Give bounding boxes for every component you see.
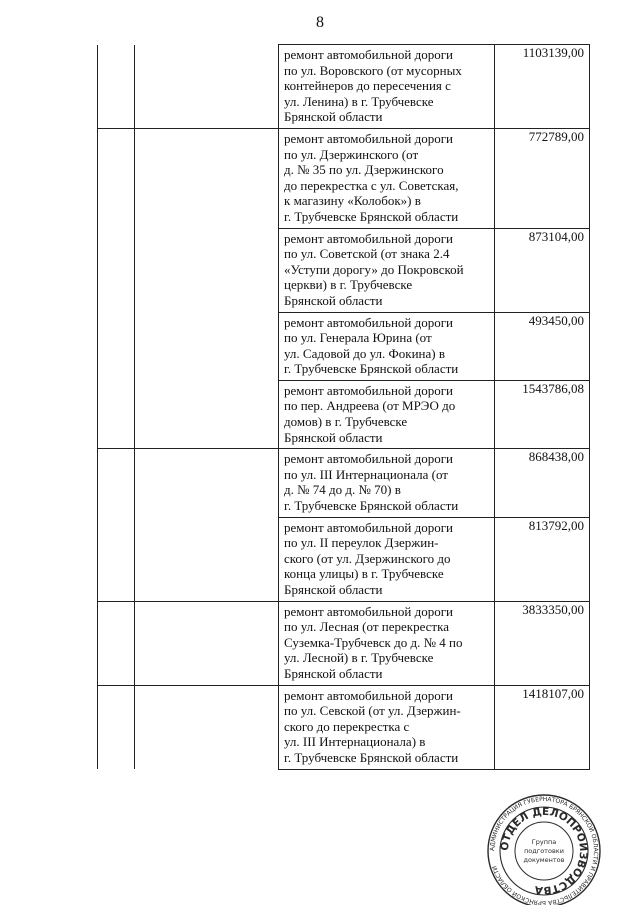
description-cell [279, 128, 495, 228]
amount-cell [495, 45, 590, 129]
table-row [98, 601, 590, 685]
road-description: ремонт автомобильной дороги по ул. Севской (от ул. Дзержин- ского до перекрестка с ул. III Интернационала) в г. Трубчевске Брянской области [284, 687, 461, 765]
page-number: 8 [316, 14, 324, 31]
road-description: ремонт автомобильной дороги по ул. II переулок Дзержин- ского (от ул. Дзержинского до конца улицы) в г. Трубчевске Брянской области [284, 519, 454, 597]
road-repair-table [97, 44, 590, 770]
road-description: ремонт автомобильной дороги по ул. Воровского (от мусорных контейнеров до пересечения с ул. Ленина) в г. Трубчевске Брянской области [284, 47, 462, 125]
table-row [98, 380, 590, 448]
description-cell [279, 45, 495, 129]
empty-cell [135, 517, 279, 601]
description-cell [279, 228, 495, 312]
stamp-inner-line: документов [523, 856, 565, 864]
table-row [98, 312, 590, 380]
stamp-outer-text: ОТДЕЛ ДЕЛОПРОИЗВОДСТВА [498, 805, 590, 897]
empty-cell [135, 685, 279, 769]
empty-cell [98, 312, 135, 380]
road-description: ремонт автомобильной дороги по ул. Советской (от знака 2.4 «Уступи дорогу» до Покровской церкви) в г. Трубчевске Брянской области [284, 230, 464, 308]
amount-cell [495, 380, 590, 448]
amount-value: 1418107,00 [522, 685, 584, 701]
empty-cell [135, 128, 279, 228]
description-cell [279, 685, 495, 769]
empty-cell [135, 449, 279, 517]
amount-cell [495, 601, 590, 685]
amount-cell [495, 228, 590, 312]
amount-value: 813792,00 [528, 517, 584, 533]
road-description: ремонт автомобильной дороги по пер. Андреева (от МРЭО до домов) в г. Трубчевске Брянской области [284, 382, 456, 445]
amount-value: 1103139,00 [522, 45, 584, 60]
amount-value: 493450,00 [528, 312, 584, 328]
amount-value: 873104,00 [528, 228, 584, 244]
amount-cell [495, 449, 590, 517]
road-description: ремонт автомобильной дороги по ул. Генерала Юрина (от ул. Садовой до ул. Фокина) в г. Трубчевске Брянской области [284, 314, 459, 377]
amount-value: 868438,00 [528, 449, 584, 465]
amount-cell [495, 685, 590, 769]
amount-cell [495, 312, 590, 380]
empty-cell [135, 380, 279, 448]
road-description: ремонт автомобильной дороги по ул. Дзержинского (от д. № 35 по ул. Дзержинского до перекрестка с ул. Советская, к магазину «Колобок») в г. Трубчевске Брянской области [284, 130, 459, 224]
table-row [98, 228, 590, 312]
road-description: ремонт автомобильной дороги по ул. III Интернационала (от д. № 74 до д. № 70) в г. Трубчевске Брянской области [284, 451, 459, 514]
table-row [98, 45, 590, 129]
amount-value: 3833350,00 [522, 601, 584, 617]
table-row [98, 685, 590, 769]
stamp-ring-text: АДМИНИСТРАЦИЯ ГУБЕРНАТОРА БРЯНСКОЙ ОБЛАСТИ И ПРАВИТЕЛЬСТВА БРЯНСКОЙ ОБЛАСТИ [488, 795, 600, 905]
table-row [98, 128, 590, 228]
stamp-inner-line: подготовки [524, 847, 564, 855]
road-description: ремонт автомобильной дороги по ул. Лесная (от перекрестка Суземка-Трубчевск до д. № 4 по ул. Лесной) в г. Трубчевске Брянской области [284, 603, 463, 681]
description-cell [279, 449, 495, 517]
empty-cell [135, 228, 279, 312]
table-row [98, 449, 590, 517]
empty-cell [98, 685, 135, 769]
empty-cell [98, 228, 135, 312]
table-row [98, 517, 590, 601]
empty-cell [98, 517, 135, 601]
amount-cell [495, 128, 590, 228]
amount-cell [495, 517, 590, 601]
stamp-inner-line: Группа [531, 838, 557, 846]
description-cell [279, 601, 495, 685]
empty-cell [135, 45, 279, 129]
empty-cell [98, 45, 135, 129]
stamp-seal [480, 793, 608, 905]
amount-value: 1543786,08 [522, 380, 584, 396]
empty-cell [98, 601, 135, 685]
empty-cell [98, 380, 135, 448]
description-cell [279, 312, 495, 380]
empty-cell [135, 601, 279, 685]
amount-value: 772789,00 [528, 128, 584, 144]
empty-cell [98, 128, 135, 228]
description-cell [279, 380, 495, 448]
description-cell [279, 517, 495, 601]
empty-cell [135, 312, 279, 380]
empty-cell [98, 449, 135, 517]
